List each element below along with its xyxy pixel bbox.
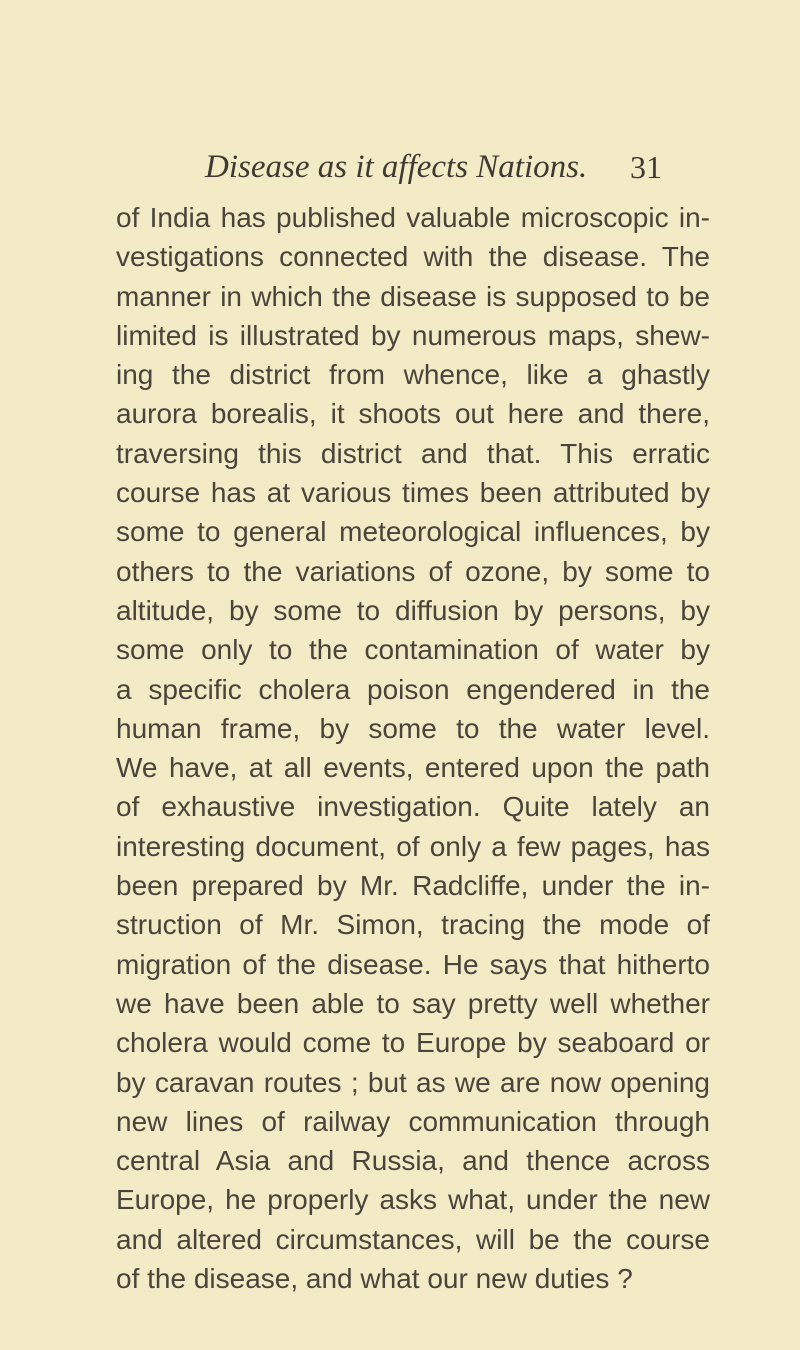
- text-line: Europe, he properly asks what, under the new: [116, 1184, 710, 1216]
- running-head: [0, 147, 800, 187]
- text-line: We have, at all events, entered upon the path: [116, 752, 710, 784]
- text-line: altitude, by some to diffusion by persons, by: [116, 594, 710, 626]
- text-line: ing the district from whence, like a ghastly: [116, 359, 710, 391]
- text-line: struction of Mr. Simon, tracing the mode of: [116, 909, 710, 941]
- text-line: a specific cholera poison engendered in the: [116, 673, 710, 705]
- text-line: manner in which the disease is supposed to be: [116, 280, 710, 312]
- text-line: human frame, by some to the water level.: [116, 712, 710, 744]
- text-line: some to general meteorological influences, by: [116, 516, 710, 548]
- text-line: course has at various times been attributed by: [116, 477, 710, 509]
- text-line: by caravan routes ; but as we are now opening: [116, 1066, 710, 1098]
- text-line: been prepared by Mr. Radcliffe, under the in-: [116, 870, 710, 902]
- text-line: some only to the contamination of water by: [116, 634, 710, 666]
- text-line: migration of the disease. He says that hitherto: [116, 948, 710, 980]
- text-line: of the disease, and what our new duties ?: [116, 1263, 633, 1295]
- body-text: [116, 198, 710, 1298]
- text-line: new lines of railway communication through: [116, 1105, 710, 1137]
- text-line: limited is illustrated by numerous maps, shew-: [116, 319, 710, 351]
- text-line: we have been able to say pretty well whether: [116, 987, 710, 1019]
- text-line: others to the variations of ozone, by some to: [116, 555, 710, 587]
- text-line: cholera would come to Europe by seaboard or: [116, 1027, 710, 1059]
- text-line: and altered circumstances, will be the course: [116, 1223, 710, 1255]
- text-line: traversing this district and that. This erratic: [116, 437, 710, 469]
- text-line: of India has published valuable microscopic in-: [116, 202, 710, 233]
- running-title: Disease as it affects Nations.: [205, 149, 588, 185]
- text-line: interesting document, of only a few pages, has: [116, 830, 710, 862]
- text-line: of exhaustive investigation. Quite lately an: [116, 791, 710, 823]
- text-line: central Asia and Russia, and thence across: [116, 1145, 710, 1177]
- text-line: aurora borealis, it shoots out here and there,: [116, 398, 710, 430]
- page-number: 31: [630, 149, 662, 185]
- text-line: vestigations connected with the disease. The: [116, 241, 710, 273]
